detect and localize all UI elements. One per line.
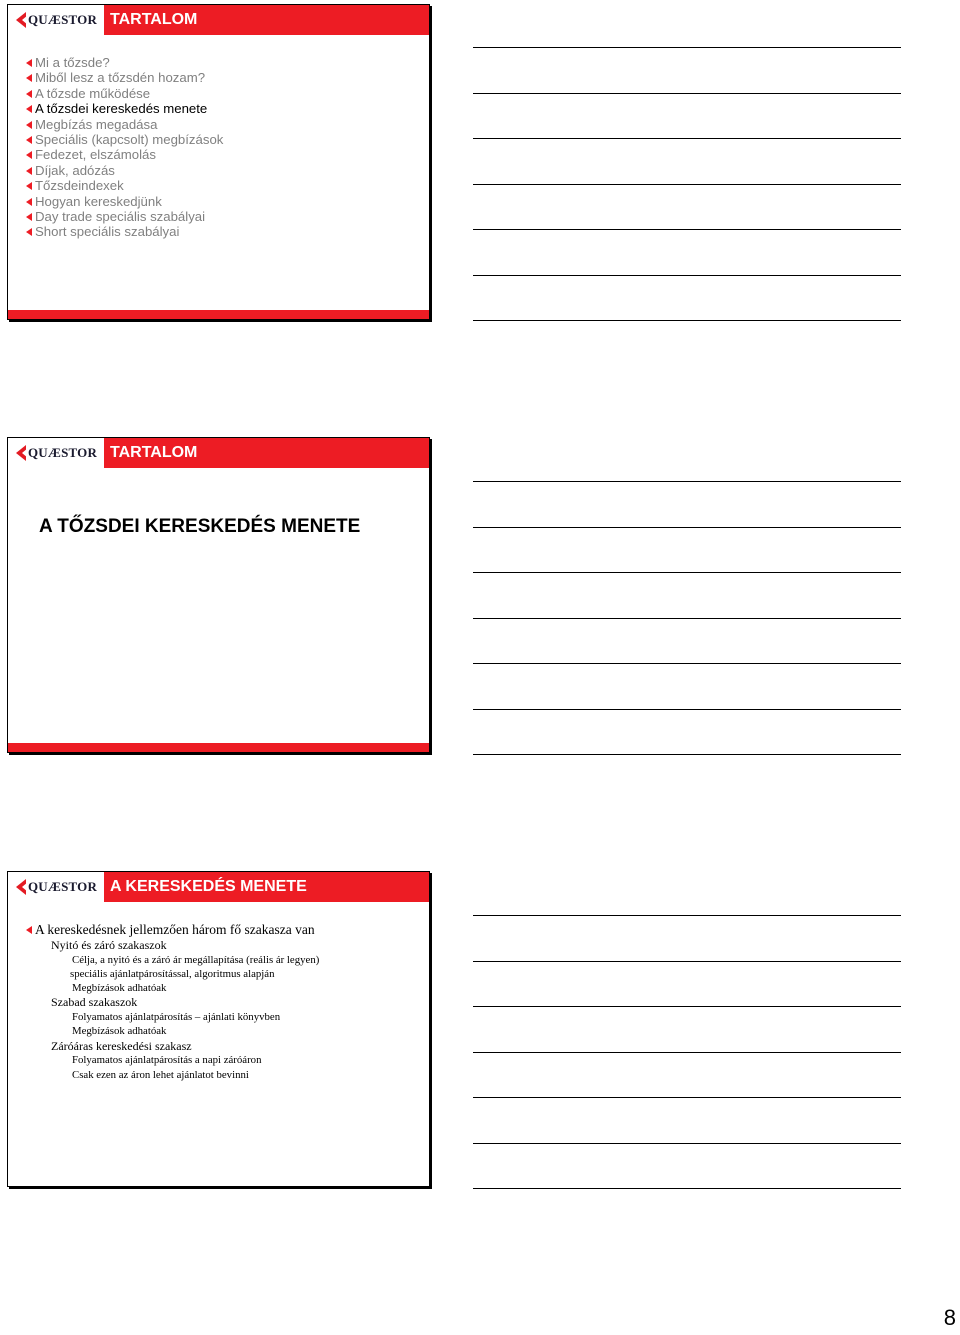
bullet-arrow-icon [26, 213, 32, 221]
bullet-arrow-icon [26, 926, 32, 934]
section-title: A TŐZSDEI KERESKEDÉS MENETE [39, 516, 361, 537]
quaestor-logo [8, 5, 104, 35]
note-line [473, 47, 901, 48]
contents-item [26, 194, 223, 209]
contents-item-label: Megbízás megadása [35, 116, 158, 132]
logo-text: QUÆSTOR [28, 445, 98, 460]
note-line [473, 1188, 901, 1189]
contents-item-label: Hogyan kereskedjünk [35, 193, 162, 209]
bullet-arrow-icon [26, 136, 32, 144]
body-detail [26, 953, 319, 967]
note-line [473, 138, 901, 139]
page-number: 8 [943, 1305, 956, 1330]
body-detail [26, 1024, 319, 1038]
contents-item [26, 117, 223, 132]
contents-item [26, 55, 223, 70]
contents-item-label: Fedezet, elszámolás [35, 147, 156, 163]
contents-item [26, 147, 223, 162]
body-detail-continued [26, 967, 319, 981]
note-line [473, 527, 901, 528]
body-text: speciális ajánlatpárosítással, algoritmus alapján [70, 967, 275, 980]
contents-item-label: Miből lesz a tőzsdén hozam? [35, 70, 206, 86]
contents-item [26, 163, 223, 178]
contents-item-label: Díjak, adózás [35, 162, 115, 178]
contents-item [26, 224, 223, 239]
contents-item-label: A tőzsde működése [35, 85, 151, 101]
slide-3-body [26, 922, 319, 1082]
body-text: Megbízások adhatóak [72, 982, 167, 995]
note-line [473, 93, 901, 94]
note-line [473, 1143, 901, 1144]
body-detail [26, 981, 319, 995]
contents-item [26, 70, 223, 85]
slide-1 [7, 4, 430, 320]
body-text: Folyamatos ajánlatpárosítás – ajánlati könyvben [72, 1011, 281, 1024]
bullet-arrow-icon [26, 228, 32, 236]
bullet-arrow-icon [26, 151, 32, 159]
body-detail [26, 1068, 319, 1082]
body-detail [26, 1053, 319, 1067]
note-line [473, 618, 901, 619]
contents-item-label: Tőzsdeindexek [35, 178, 124, 194]
body-text: Megbízások adhatóak [72, 1025, 167, 1038]
body-text: Folyamatos ajánlatpárosítás a napi záróáron [72, 1054, 262, 1067]
slide-2 [7, 437, 430, 753]
quaestor-logo-icon [16, 12, 26, 28]
note-line [473, 275, 901, 276]
bullet-arrow-icon [26, 90, 32, 98]
bullet-arrow-icon [26, 167, 32, 175]
body-text: Szabad szakaszok [51, 995, 138, 1010]
body-text: A kereskedésnek jellemzően három fő szakasza van [35, 922, 315, 937]
quaestor-logo [8, 438, 104, 468]
contents-item-label: Mi a tőzsde? [35, 55, 110, 70]
note-line [473, 1052, 901, 1053]
body-subheading [26, 938, 319, 953]
slide-3-header: A KERESKEDÉS MENETE [104, 872, 429, 902]
contents-item [26, 178, 223, 193]
body-subheading [26, 1039, 319, 1054]
body-detail [26, 1010, 319, 1024]
body-bullet [26, 922, 319, 938]
contents-item [26, 209, 223, 224]
body-text: Célja, a nyitó és a záró ár megállapítása (reális ár legyen) [72, 953, 320, 966]
bullet-arrow-icon [26, 105, 32, 113]
contents-list [26, 55, 223, 240]
note-line [473, 572, 901, 573]
contents-item [26, 101, 223, 116]
body-text: Nyitó és záró szakaszok [51, 938, 167, 952]
body-subheading [26, 995, 319, 1010]
quaestor-logo-icon [16, 445, 26, 461]
slide-2-header: TARTALOM [104, 438, 429, 468]
quaestor-logo [8, 872, 104, 902]
note-line [473, 709, 901, 710]
bullet-arrow-icon [26, 74, 32, 82]
contents-item-label: Short speciális szabályai [35, 224, 180, 240]
body-text: Csak ezen az áron lehet ajánlatot bevinni [72, 1068, 249, 1081]
note-line [473, 184, 901, 185]
body-text: Záróáras kereskedési szakasz [51, 1038, 192, 1053]
bullet-arrow-icon [26, 182, 32, 190]
slide-footer-bar [8, 310, 429, 319]
note-line [473, 320, 901, 321]
contents-item-label: A tőzsdei kereskedés menete [35, 101, 208, 117]
slide-footer-bar [8, 743, 429, 752]
note-line [473, 663, 901, 664]
note-line [473, 754, 901, 755]
note-line [473, 915, 901, 916]
slide-3 [7, 871, 430, 1187]
bullet-arrow-icon [26, 121, 32, 129]
contents-item [26, 132, 223, 147]
note-line [473, 1006, 901, 1007]
note-line [473, 229, 901, 230]
contents-item-label: Day trade speciális szabályai [35, 209, 206, 225]
note-line [473, 961, 901, 962]
bullet-arrow-icon [26, 59, 32, 67]
slide-1-header: TARTALOM [104, 5, 429, 35]
contents-item-label: Speciális (kapcsolt) megbízások [35, 132, 224, 148]
bullet-arrow-icon [26, 198, 32, 206]
contents-item [26, 86, 223, 101]
logo-text: QUÆSTOR [28, 879, 98, 894]
note-line [473, 481, 901, 482]
quaestor-logo-icon [16, 879, 26, 895]
logo-text: QUÆSTOR [28, 12, 98, 27]
note-line [473, 1097, 901, 1098]
